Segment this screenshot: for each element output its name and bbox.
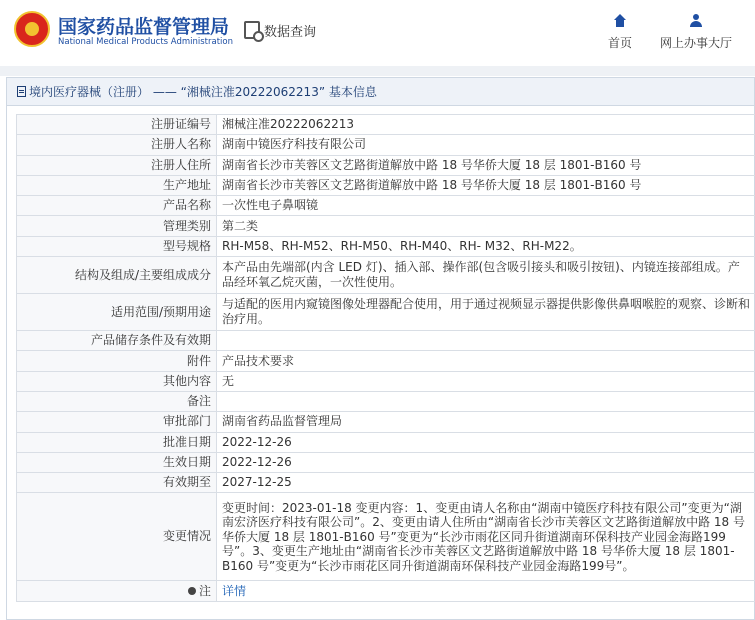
details-link[interactable]: 详情 xyxy=(222,583,247,598)
data-query-label: 数据查询 xyxy=(264,24,317,40)
nav-home[interactable] xyxy=(604,14,636,51)
row-label: 注册人名称 xyxy=(17,135,217,155)
row-value: 与适配的医用内窥镜图像处理器配合使用，用于通过视频显示器提供影像供鼻咽喉腔的观察、诊断和治疗用。 xyxy=(217,294,755,331)
table-row xyxy=(17,135,755,155)
row-value: RH-M58、RH-M52、RH-M50、RH-M40、RH- M32、RH-M22。 xyxy=(217,236,755,256)
row-label: 批准日期 xyxy=(17,432,217,452)
nav-home-label: 首页 xyxy=(607,36,632,50)
row-value: 湖南省长沙市芙蓉区文艺路街道解放中路 18 号华侨大厦 18 层 1801-B160 号 xyxy=(217,175,755,195)
row-value: 产品技术要求 xyxy=(217,351,755,371)
row-value: 2022-12-26 xyxy=(217,432,755,452)
table-row xyxy=(17,432,755,452)
table-row xyxy=(17,412,755,432)
emblem-logo[interactable] xyxy=(14,11,50,47)
table-row xyxy=(17,175,755,195)
info-table xyxy=(16,114,755,602)
detail-panel xyxy=(6,77,755,620)
header-divider xyxy=(0,66,755,76)
row-value: 本产品由先端部(内含 LED 灯)、插入部、操作部(包含吸引接头和吸引按钮)、内镜连接部组成。产品经环氧乙烷灭菌，一次性使用。 xyxy=(217,257,755,294)
table-row xyxy=(17,581,755,601)
brand-subtitle: National Medical Products Administration xyxy=(58,37,233,47)
row-label: 管理类别 xyxy=(17,216,217,236)
table-row xyxy=(17,216,755,236)
row-value: 第二类 xyxy=(217,216,755,236)
row-label: 适用范围/预期用途 xyxy=(17,294,217,331)
row-label: 产品储存条件及有效期 xyxy=(17,331,217,351)
nav-online-service-label: 网上办事大厅 xyxy=(659,36,732,50)
table-row xyxy=(17,391,755,411)
row-value: 湖南省药品监督管理局 xyxy=(217,412,755,432)
row-label: 有效期至 xyxy=(17,473,217,493)
row-label: 审批部门 xyxy=(17,412,217,432)
panel-title-text: 境内医疗器械（注册） —— “湘械注准20222062213” 基本信息 xyxy=(29,85,377,99)
row-value xyxy=(217,331,755,351)
table-row xyxy=(17,371,755,391)
row-value: 湘械注准20222062213 xyxy=(217,115,755,135)
details-cell xyxy=(217,581,755,601)
row-value: 2022-12-26 xyxy=(217,452,755,472)
note-label-cell xyxy=(17,581,217,601)
data-query-link[interactable] xyxy=(244,20,316,40)
change-history: 变更时间：2023-01-18 变更内容：1、变更由请人名称由“湖南中镜医疗科技有限公司”变更为“湖南宏济医疗科技有限公司”。2、变更由请人住所由“湖南省长沙市芙蓉区文艺路街道解放中路 18 号华侨大厦 18 层 1801-B160 号”变更为“长沙市雨花区同升街道湖南环保科技产业园金海路199号”。3、变更生产地址由“湖南省长沙市芙蓉区文艺路街道解放中路 18 号华侨大厦 18 层 1801-B160 号”变更为“长沙市雨花区同升街道湖南环保科技产业园金海路199号”。 xyxy=(217,493,755,581)
row-value: 无 xyxy=(217,371,755,391)
table-row xyxy=(17,331,755,351)
table-row xyxy=(17,196,755,216)
document-icon xyxy=(17,86,26,97)
row-label: 结构及组成/主要组成成分 xyxy=(17,257,217,294)
row-value xyxy=(217,391,755,411)
row-label: 备注 xyxy=(17,391,217,411)
site-header xyxy=(0,0,755,66)
table-row xyxy=(17,236,755,256)
table-row xyxy=(17,155,755,175)
row-label: 注册证编号 xyxy=(17,115,217,135)
row-label: 生效日期 xyxy=(17,452,217,472)
row-label: 产品名称 xyxy=(17,196,217,216)
nav-online-service-hall[interactable] xyxy=(656,14,736,51)
table-row xyxy=(17,115,755,135)
row-value: 2027-12-25 xyxy=(217,473,755,493)
panel-title xyxy=(7,78,754,106)
lightbulb-icon xyxy=(188,587,196,595)
search-document-icon xyxy=(244,21,260,39)
row-value: 一次性电子鼻咽镜 xyxy=(217,196,755,216)
row-label: 变更情况 xyxy=(17,493,217,581)
row-label: 型号规格 xyxy=(17,236,217,256)
user-icon xyxy=(689,14,703,28)
home-icon xyxy=(613,14,627,28)
row-label: 其他内容 xyxy=(17,371,217,391)
row-label: 附件 xyxy=(17,351,217,371)
table-row xyxy=(17,351,755,371)
table-row xyxy=(17,294,755,331)
row-label: 注册人住所 xyxy=(17,155,217,175)
table-row xyxy=(17,473,755,493)
table-row xyxy=(17,452,755,472)
table-row xyxy=(17,493,755,581)
row-value: 湖南中镜医疗科技有限公司 xyxy=(217,135,755,155)
brand-title[interactable]: 国家药品监督管理局 xyxy=(58,16,230,38)
table-row xyxy=(17,257,755,294)
row-label: 生产地址 xyxy=(17,175,217,195)
row-value: 湖南省长沙市芙蓉区文艺路街道解放中路 18 号华侨大厦 18 层 1801-B160 号 xyxy=(217,155,755,175)
row-label: 注 xyxy=(198,583,211,598)
